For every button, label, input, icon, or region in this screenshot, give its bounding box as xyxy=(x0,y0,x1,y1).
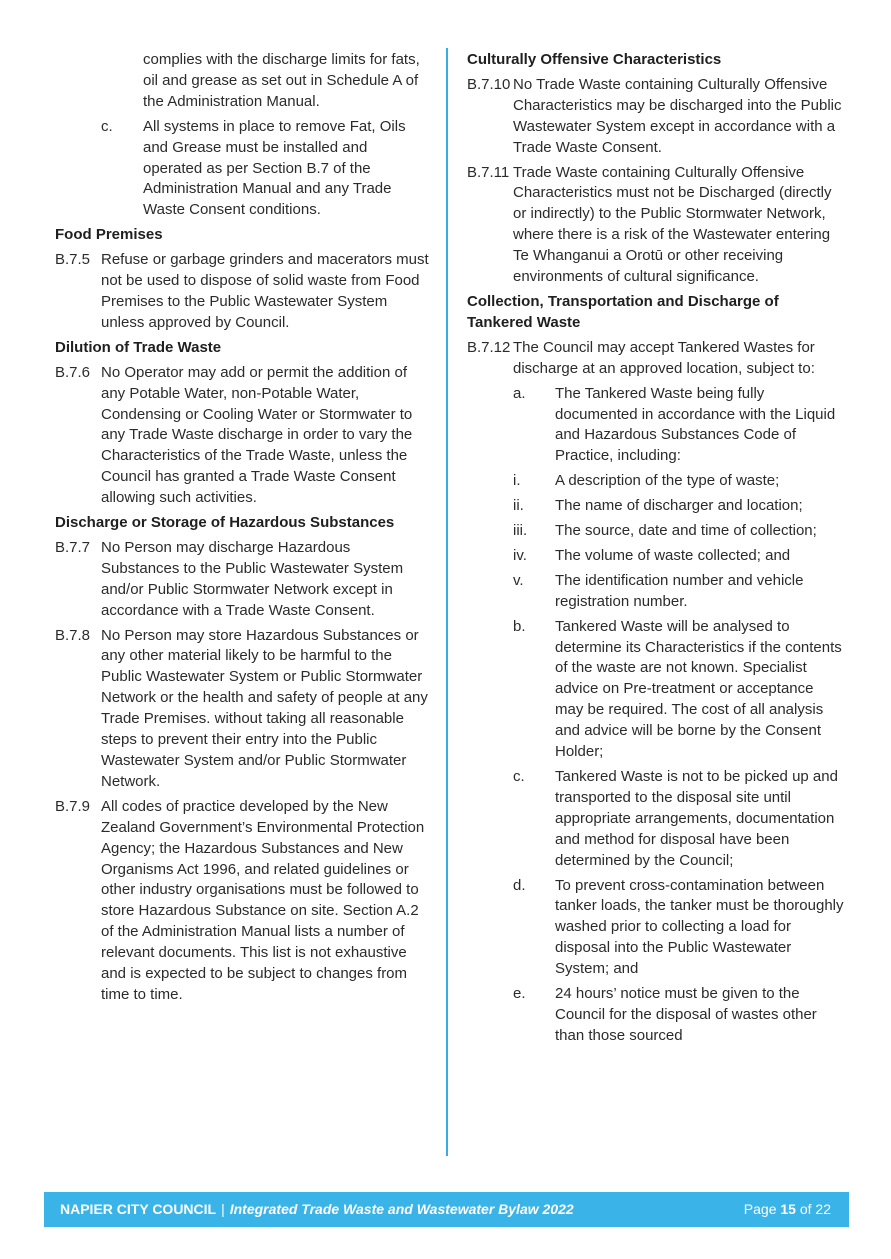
clause-b78 xyxy=(55,626,430,793)
list-text: All systems in place to remove Fat, Oils and Grease must be installed and operated as per Section B.7 of the Administration Manual and any Trade Waste Consent conditions. xyxy=(143,117,406,219)
council-name: NAPIER CITY COUNCIL xyxy=(60,1201,217,1218)
list-marker: d. xyxy=(513,876,526,894)
clause-b77 xyxy=(55,538,430,622)
clause-text: The Council may accept Tankered Wastes for discharge at an approved location, subject to: xyxy=(513,338,815,377)
clause-b712 xyxy=(467,338,845,380)
heading-hazardous: Discharge or Storage of Hazardous Substances xyxy=(55,514,395,532)
clause-b710 xyxy=(467,75,845,159)
list-text: The volume of waste collected; and xyxy=(555,546,791,564)
list-marker: v. xyxy=(513,571,524,589)
clause-b79 xyxy=(55,797,430,1006)
roman-item xyxy=(467,521,845,542)
list-item-c xyxy=(55,117,430,222)
roman-item xyxy=(467,496,845,517)
heading-culturally-offensive: Culturally Offensive Characteristics xyxy=(467,51,722,68)
list-marker: i. xyxy=(513,472,521,490)
list-text: Tankered Waste will be analysed to determine its Characteristics if the contents of the waste are not known. Specialist advice on Pre-treatment or acceptance may be required. The cost of all analysis and advice will be borne by the Consent Holder; xyxy=(555,617,842,761)
roman-item xyxy=(467,571,845,613)
sub-item-e xyxy=(467,984,845,1047)
list-marker: ii. xyxy=(513,497,524,515)
clause-b76 xyxy=(55,363,430,509)
clause-text: No Person may store Hazardous Substances or any other material likely to be harmful to the Public Wastewater System or Public Stormwater Network or the health and safety of people at any Trade Premises. without taking all reasonable steps to prevent their entry into the Public Wastewater System and/or Public Stormwater Network. xyxy=(101,626,428,790)
list-text: The source, date and time of collection; xyxy=(555,522,817,540)
clause-number: B.7.12 xyxy=(467,338,511,356)
roman-item xyxy=(467,546,845,567)
clause-text: All codes of practice developed by the New Zealand Government’s Environmental Protection Agency; the Hazardous Substances and New Organisms Act 1996, and related guidelines or other industry organisations must be followed to store Hazardous Substance on site. Section A.2 of the Administration Manual lists a number of relevant documents. This list is not exhaustive and is expected to be subject to changes from time to time. xyxy=(101,797,425,1003)
sub-item-a xyxy=(467,384,845,468)
sub-item-c xyxy=(467,767,845,872)
clause-number: B.7.11 xyxy=(467,163,510,181)
list-marker: c. xyxy=(513,768,525,785)
clause-text: No Person may discharge Hazardous Substances to the Public Wastewater System and/or Public Stormwater Network except in accordance with a Trade Waste Consent. xyxy=(101,538,404,619)
list-text: The identification number and vehicle registration number. xyxy=(555,571,804,610)
clause-number: B.7.6 xyxy=(55,363,91,381)
page-number xyxy=(744,1199,831,1220)
list-marker: c. xyxy=(101,117,113,135)
heading-dilution: Dilution of Trade Waste xyxy=(55,338,222,356)
list-text: To prevent cross-contamination between tanker loads, the tanker must be thoroughly washed prior to collecting a load for disposal into the Public Wastewater System; and xyxy=(555,876,844,978)
page-prefix: Page xyxy=(743,1201,777,1218)
list-text: 24 hours’ notice must be given to the Council for the disposal of wastes other than those sourced xyxy=(555,985,817,1044)
list-text: A description of the type of waste; xyxy=(555,472,780,490)
footer-separator: | xyxy=(221,1201,225,1218)
page-footer xyxy=(44,1192,849,1227)
list-text: Tankered Waste is not to be picked up and transported to the disposal site until appropriate arrangements, documentation and method for disposal have been determined by the Council; xyxy=(555,768,838,869)
sub-item-d xyxy=(467,876,845,981)
list-text: The name of discharger and location; xyxy=(555,497,803,515)
heading-tankered-waste: Collection, Transportation and Discharge of Tankered Waste xyxy=(467,292,779,331)
list-marker: b. xyxy=(513,617,526,635)
list-marker: iv. xyxy=(513,546,527,564)
list-marker: e. xyxy=(513,985,526,1003)
clause-text: Trade Waste containing Culturally Offensive Characteristics must not be Discharged (directly or indirectly) to the Public Stormwater Network, where there is a risk of the Wastewater entering Te Whanganui a Orotū or other receiving environments of cultural significance. xyxy=(513,163,832,286)
page-total: of 22 xyxy=(799,1201,831,1218)
clause-number: B.7.10 xyxy=(467,75,511,93)
clause-number: B.7.5 xyxy=(55,251,91,269)
sub-item-b xyxy=(467,617,845,763)
clause-number: B.7.7 xyxy=(55,538,91,556)
heading-food-premises: Food Premises xyxy=(55,226,163,244)
page-current: 15 xyxy=(780,1201,796,1218)
clause-text: No Operator may add or permit the addition of any Potable Water, non-Potable Water, Condensing or Cooling Water or Stormwater to any Trade Waste discharge in order to vary the Characteristics of the Trade Waste, unless the Council has granted a Trade Waste Consent allowing such activities. xyxy=(101,363,413,507)
clause-text: Refuse or garbage grinders and macerators must not be used to dispose of solid waste from Food Premises to the Public Wastewater System unless approved by Council. xyxy=(101,251,429,331)
continued-paragraph: complies with the discharge limits for fats, oil and grease as set out in Schedule A of the Administration Manual. xyxy=(143,51,420,110)
right-column xyxy=(467,50,845,1051)
clause-text: No Trade Waste containing Culturally Offensive Characteristics may be discharged into the Public Wastewater System except in accordance with a Trade Waste Consent. xyxy=(513,75,842,156)
list-marker: iii. xyxy=(513,522,528,540)
clause-b711 xyxy=(467,163,845,288)
list-text: The Tankered Waste being fully documented in accordance with the Liquid and Hazardous Substances Code of Practice, including: xyxy=(555,384,836,465)
column-divider xyxy=(446,48,448,1156)
left-column xyxy=(55,50,430,1010)
clause-number: B.7.9 xyxy=(55,797,91,815)
list-marker: a. xyxy=(513,384,526,402)
clause-b75 xyxy=(55,250,430,334)
clause-number: B.7.8 xyxy=(55,626,91,644)
document-title: Integrated Trade Waste and Wastewater Bylaw 2022 xyxy=(229,1201,574,1218)
roman-item xyxy=(467,471,845,492)
